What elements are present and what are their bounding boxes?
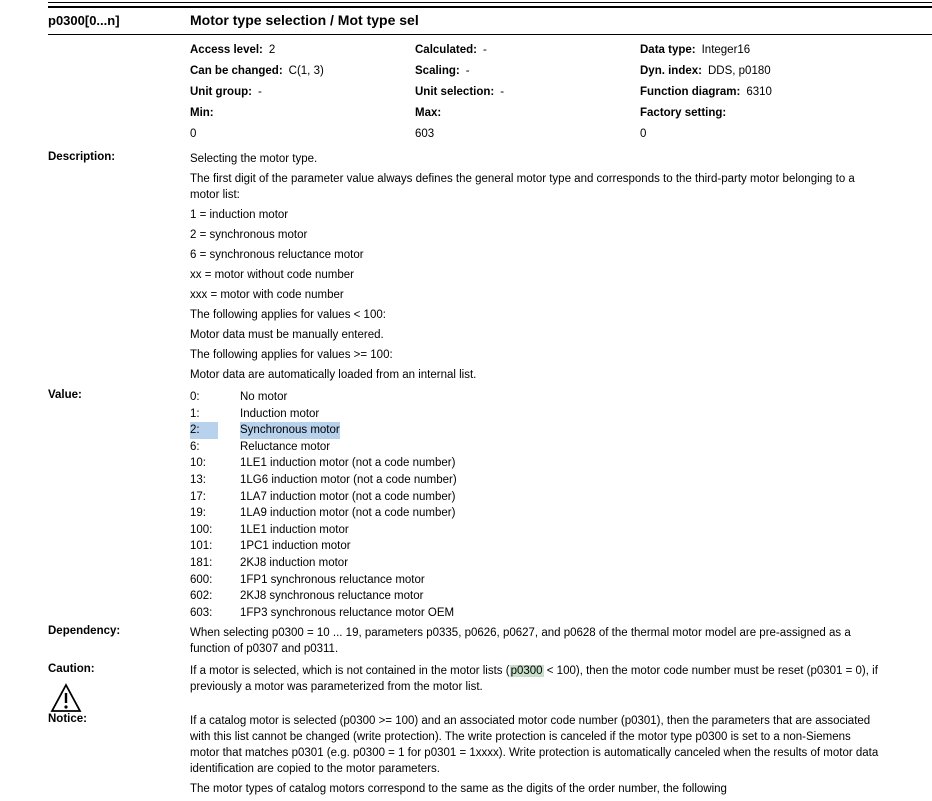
description-paragraph: 1 = induction motor — [190, 209, 289, 221]
description-paragraph: Motor data must be manually entered. — [190, 329, 384, 341]
notice-label: Notice: — [48, 713, 87, 726]
attr-factory-setting-value: 0 — [640, 128, 647, 140]
value-row: 1: Induction motor — [190, 407, 320, 420]
description-paragraph: xxx = motor with code number — [190, 289, 344, 301]
value-row: 600: 1FP1 synchronous reluctance motor — [190, 573, 425, 586]
caution-section — [48, 663, 932, 713]
notice-text: If a catalog motor is selected (p0300 >= 100) and an associated motor code number (p0301), then the parameters that are associated with this list cannot be changed (write protection). The write protection is canceled if the motor type p0300 is set to a non-Siemens motor that matches p0301 (e.g. p0300 = 1 for p0301 = 1xxxx). Write protection is automatically canceled when the results of motor data identification are copied to the motor parameters. — [190, 715, 879, 776]
attr-dyn-index: Dyn. index: DDS, p0180 — [640, 65, 771, 77]
attr-min-value: 0 — [190, 128, 197, 140]
notice-partial-line: The motor types of catalog motors correspond to the same as the digits of the order number, the following — [190, 783, 727, 796]
description-paragraph: The following applies for values < 100: — [190, 309, 386, 321]
attr-min-label: Min: — [190, 107, 214, 119]
description-paragraph: Motor data are automatically loaded from an internal list. — [190, 369, 477, 381]
attr-unit-selection: Unit selection: - — [415, 86, 505, 98]
value-row: 6: Reluctance motor — [190, 440, 331, 453]
value-row: 0: No motor — [190, 391, 288, 403]
value-row-selected: 2: Synchronous motor — [190, 422, 882, 439]
attr-calculated: Calculated: - — [415, 44, 487, 56]
description-paragraph: Selecting the motor type. — [190, 153, 318, 165]
description-paragraph: 2 = synchronous motor — [190, 229, 308, 241]
value-row: 19: 1LA9 induction motor (not a code number) — [190, 507, 456, 520]
caution-content — [190, 663, 882, 713]
page-title: Motor type selection / Mot type sel — [190, 12, 419, 28]
attr-max-label: Max: — [415, 107, 442, 119]
value-row: 100: 1LE1 induction motor — [190, 523, 349, 536]
description-paragraph: xx = motor without code number — [190, 269, 354, 281]
parameter-header — [48, 12, 932, 30]
attr-access-level: Access level: 2 — [190, 44, 276, 56]
attr-unit-group: Unit group: - — [190, 86, 262, 98]
notice-section — [48, 713, 932, 801]
dependency-content — [190, 625, 882, 661]
attr-max-value: 603 — [415, 128, 435, 140]
search-hit-highlight: p0300 — [510, 665, 543, 678]
value-label: Value: — [48, 389, 82, 401]
parameter-number: p0300[0...n] — [48, 13, 120, 28]
header-divider — [48, 34, 932, 35]
description-label: Description: — [48, 151, 116, 163]
description-paragraph: The following applies for values >= 100: — [190, 349, 393, 361]
description-paragraph: The first digit of the parameter value always defines the general motor type and corresponds to the third-party motor belonging to a motor list: — [190, 173, 855, 201]
warning-triangle-icon — [50, 683, 82, 713]
caution-text: If a motor is selected, which is not contained in the motor lists (p0300 < 100), then the motor code number must be reset (p0301 = 0), if previously a motor was parameterized from the motor list. — [190, 665, 878, 694]
caution-label: Caution: — [48, 663, 95, 676]
description-section — [48, 151, 932, 387]
caution-label-cell — [48, 663, 190, 713]
value-list — [190, 389, 882, 621]
top-rule — [48, 2, 932, 8]
attr-function-diagram: Function diagram: 6310 — [640, 86, 772, 98]
attribute-table — [190, 40, 932, 145]
value-row: 17: 1LA7 induction motor (not a code number) — [190, 490, 456, 503]
attr-scaling: Scaling: - — [415, 65, 470, 77]
notice-content — [190, 713, 882, 801]
description-content — [190, 151, 882, 387]
dependency-section — [48, 625, 932, 661]
value-row: 602: 2KJ8 synchronous reluctance motor — [190, 590, 424, 603]
dependency-label: Dependency: — [48, 625, 121, 638]
value-row: 181: 2KJ8 induction motor — [190, 556, 349, 569]
value-row: 101: 1PC1 induction motor — [190, 540, 351, 553]
attr-data-type: Data type: Integer16 — [640, 44, 751, 56]
value-row: 10: 1LE1 induction motor (not a code number) — [190, 457, 456, 470]
value-row: 13: 1LG6 induction motor (not a code number) — [190, 473, 457, 486]
description-paragraph: 6 = synchronous reluctance motor — [190, 249, 364, 261]
value-row: 603: 1FP3 synchronous reluctance motor OEM — [190, 606, 455, 619]
attr-factory-setting-label: Factory setting: — [640, 107, 727, 119]
value-section — [48, 389, 932, 621]
dependency-text: When selecting p0300 = 10 ... 19, parameters p0335, p0626, p0627, and p0628 of the thermal motor model are pre-assigned as a function of p0307 and p0311. — [190, 627, 851, 656]
attr-can-be-changed: Can be changed: C(1, 3) — [190, 65, 324, 77]
